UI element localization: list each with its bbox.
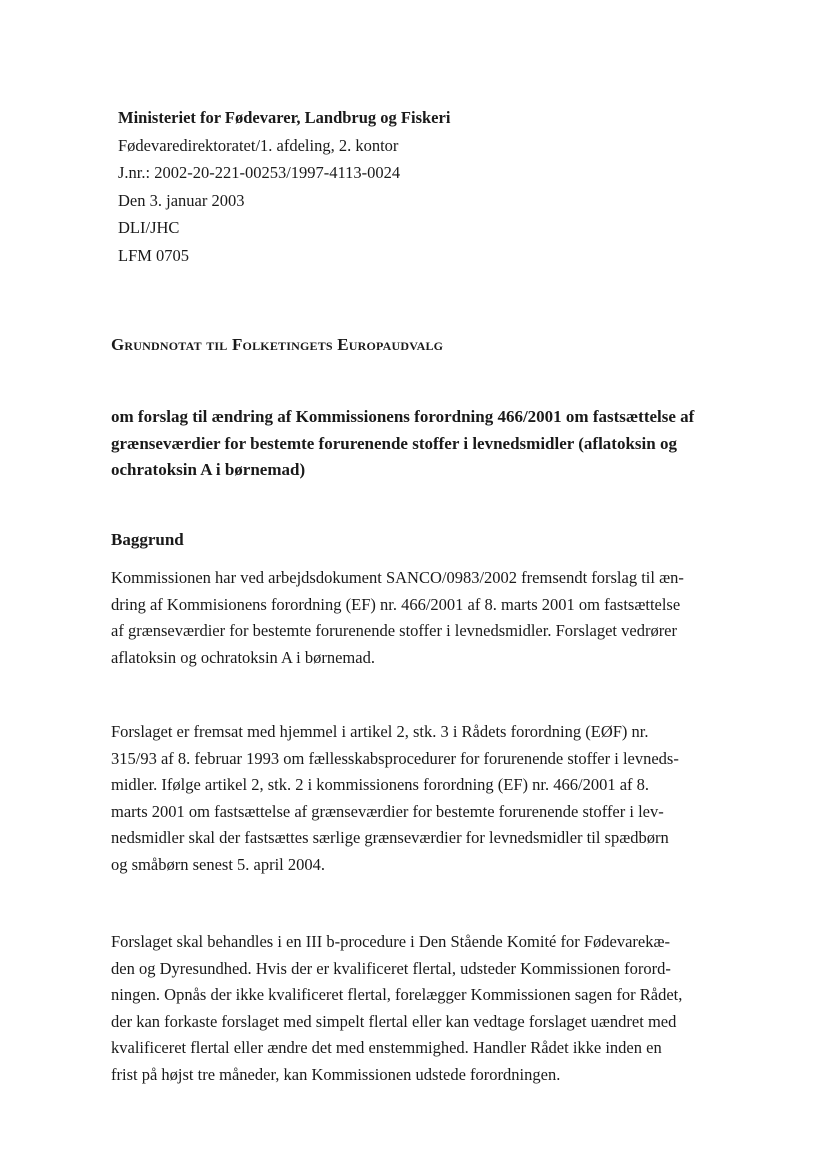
paragraph-line: Forslaget er fremsat med hjemmel i artikel 2, stk. 3 i Rådets forordning (EØF) nr. (111, 722, 649, 741)
paragraph-line: der kan forkaste forslaget med simpelt flertal eller kan vedtage forslaget uændret med (111, 1011, 677, 1031)
paragraph-line: Forslaget skal behandles i en III b-procedure i Den Stående Komité for Fødevarekæ- (111, 932, 670, 951)
paragraph-line: kvalificeret flertal eller ændre det med enstemmighed. Handler Rådet ikke inden en (111, 1038, 662, 1057)
paragraph-line: den og Dyresundhed. Hvis der er kvalificeret flertal, udsteder Kommissionen forord- (111, 958, 671, 978)
paragraph-line: og småbørn senest 5. april 2004. (111, 854, 326, 874)
document-subject (111, 404, 751, 484)
paragraph-line: marts 2001 om fastsættelse af grænseværdier for bestemte forurenende stoffer i lev- (111, 801, 664, 821)
subject-line: grænseværdier for bestemte forurenende stoffer i levnedsmidler (aflatoksin og (111, 433, 677, 453)
letterhead (118, 104, 450, 269)
subject-line: ochratoksin A i børnemad) (111, 460, 306, 479)
paragraph (111, 565, 751, 671)
paragraph-line: 315/93 af 8. februar 1993 om fællesskabsprocedurer for forurenende stoffer i levneds- (111, 748, 679, 768)
reference-code: LFM 0705 (118, 245, 190, 265)
paragraph (111, 719, 751, 878)
ministry-name: Ministeriet for Fødevarer, Landbrug og Fiskeri (118, 108, 451, 127)
author-initials: DLI/JHC (118, 218, 180, 237)
paragraph-line: ningen. Opnås der ikke kvalificeret flertal, forelægger Kommissionen sagen for Rådet, (111, 985, 683, 1004)
paragraph-line: Kommissionen har ved arbejdsdokument SANCO/0983/2002 fremsendt forslag til æn- (111, 568, 684, 587)
journal-number: J.nr.: 2002-20-221-00253/1997-4113-0024 (118, 163, 401, 182)
section-heading: Baggrund (111, 530, 184, 549)
document-title: Grundnotat til Folketingets Europaudvalg (111, 335, 444, 354)
document-date: Den 3. januar 2003 (118, 190, 245, 210)
paragraph-line: frist på højst tre måneder, kan Kommissionen udstede forordningen. (111, 1064, 561, 1084)
paragraph-line: af grænseværdier for bestemte forurenende stoffer i levnedsmidler. Forslaget vedrører (111, 621, 678, 640)
paragraph-line: midler. Ifølge artikel 2, stk. 2 i kommissionens forordning (EF) nr. 466/2001 af 8. (111, 775, 650, 794)
paragraph (111, 929, 751, 1088)
paragraph-line: nedsmidler skal der fastsættes særlige grænseværdier for levnedsmidler til spædbørn (111, 828, 669, 847)
subject-line: om forslag til ændring af Kommissionens forordning 466/2001 om fastsættelse af (111, 407, 695, 426)
department-name: Fødevaredirektoratet/1. afdeling, 2. kontor (118, 135, 399, 155)
paragraph-line: aflatoksin og ochratoksin A i børnemad. (111, 647, 375, 667)
paragraph-line: dring af Kommisionens forordning (EF) nr. 466/2001 af 8. marts 2001 om fastsættelse (111, 594, 681, 614)
